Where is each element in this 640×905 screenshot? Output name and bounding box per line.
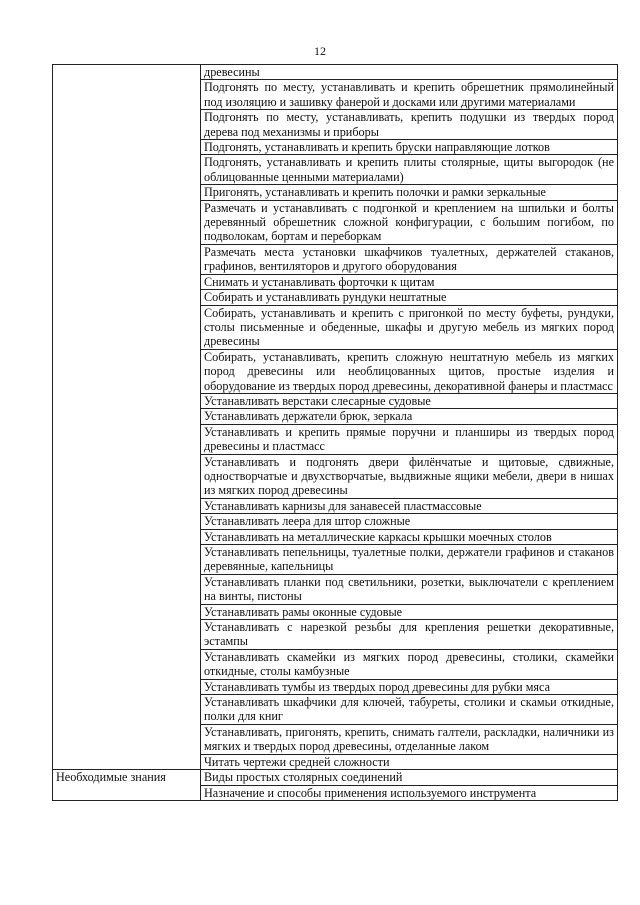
table-cell-right: Устанавливать верстаки слесарные судовые [201,393,618,408]
table-cell-right: Устанавливать держатели брюк, зеркала [201,409,618,424]
section-label-knowledge: Необходимые знания [53,770,201,801]
table-cell-right: Размечать места установки шкафчиков туалетных, держателей стаканов, графинов, вентиляторов и другого оборудования [201,244,618,274]
table-cell-right: Собирать и устанавливать рундуки нештатные [201,290,618,305]
table-cell-right: Устанавливать и подгонять двери филёнчатые и щитовые, сдвижные, одностворчатые и двухстворчатые, выдвижные ящики мебели, двери в нишах из мягких пород древесины [201,454,618,498]
table-cell-right: Пригонять, устанавливать и крепить полочки и рамки зеркальные [201,185,618,200]
table-cell-right: Устанавливать скамейки из мягких пород древесины, столики, скамейки откидные, столы камбузные [201,649,618,679]
table-row [53,770,618,785]
table-cell-right: Размечать и устанавливать с подгонкой и креплением на шпильки и болты деревянный обрешетник сложной конфигурации, с большим погибом, по подволокам, бортам и переборкам [201,200,618,244]
table-cell-right: Устанавливать с нарезкой резьбы для крепления решетки декоративные, эстампы [201,620,618,650]
table-row [53,65,618,80]
table-cell-right: древесины [201,65,618,80]
requirements-table [52,64,618,801]
table-cell-right: Собирать, устанавливать, крепить сложную нештатную мебель из мягких пород древесины или необлицованных щитов, простые изделия и оборудование из твердых пород древесины, декоративной фанеры и пластмасс [201,349,618,393]
table-cell-right: Устанавливать пепельницы, туалетные полки, держатели графинов и стаканов деревянные, капельницы [201,545,618,575]
table-cell-right: Устанавливать тумбы из твердых пород древесины для рубки мяса [201,679,618,694]
table-cell-right: Подгонять, устанавливать и крепить бруски направляющие лотков [201,140,618,155]
table-cell-right: Устанавливать и крепить прямые поручни и планширы из твердых пород древесины и пластмасс [201,424,618,454]
table-cell-right: Устанавливать карнизы для занавесей пластмассовые [201,498,618,513]
table-cell-right: Устанавливать леера для штор сложные [201,514,618,529]
table-cell-right: Назначение и способы применения используемого инструмента [201,785,618,800]
table-cell-right: Виды простых столярных соединений [201,770,618,785]
table-cell-right: Снимать и устанавливать форточки к щитам [201,274,618,289]
table-cell-right: Устанавливать шкафчики для ключей, табуреты, столики и скамьи откидные, полки для книг [201,695,618,725]
table-cell-right: Устанавливать на металлические каркасы крышки моечных столов [201,529,618,544]
table-cell-right: Подгонять, устанавливать и крепить плиты столярные, щиты выгородок (не облицованные ценными материалами) [201,155,618,185]
table-cell-right: Устанавливать планки под светильники, розетки, выключатели с креплением на винты, пистоны [201,574,618,604]
table-cell-right: Устанавливать, пригонять, крепить, снимать галтели, раскладки, наличники из мягких и твердых пород древесины, отделанные лаком [201,724,618,754]
table-cell-right: Подгонять по месту, устанавливать, крепить подушки из твердых пород дерева под механизмы и приборы [201,110,618,140]
table-cell-right: Читать чертежи средней сложности [201,754,618,769]
table-cell-right: Устанавливать рамы оконные судовые [201,604,618,619]
table-cell-right: Собирать, устанавливать и крепить с пригонкой по месту буфеты, рундуки, столы письменные и обеденные, шкафы и другую мебель из мягких пород древесины [201,305,618,349]
table-cell-left [53,65,201,770]
table-cell-right: Подгонять по месту, устанавливать и крепить обрешетник прямолинейный под изоляцию и зашивку фанерой и досками или другими материалами [201,80,618,110]
page-number: 12 [314,44,326,58]
